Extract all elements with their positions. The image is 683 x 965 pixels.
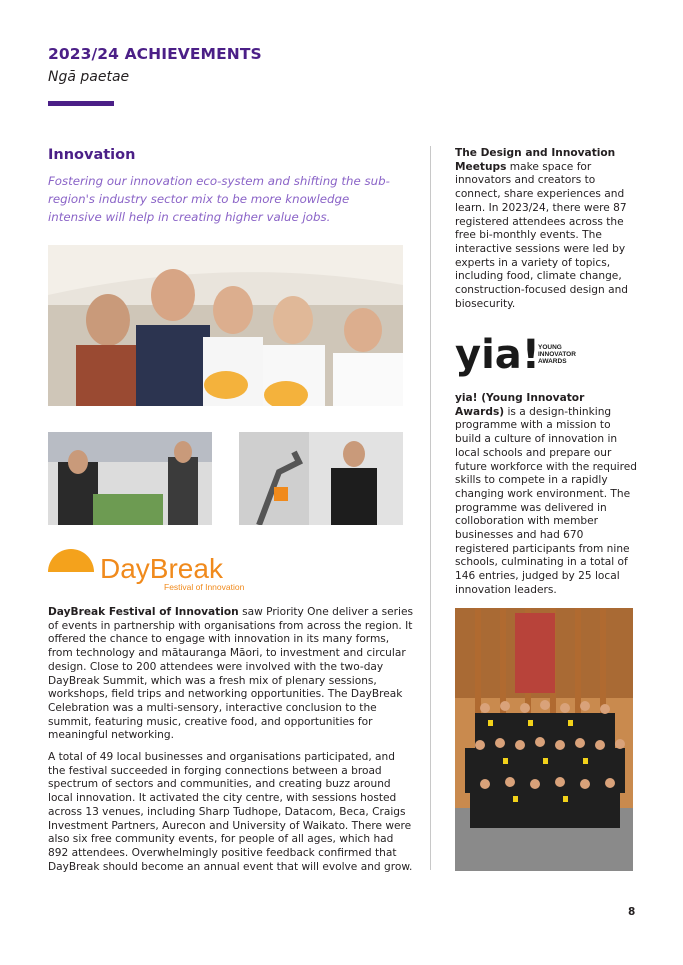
yia-paragraph: [455, 392, 637, 598]
yia-logo-line2: INNOVATOR: [538, 351, 576, 358]
innovation-title: Innovation: [48, 147, 136, 163]
meetups-text: make space for innovators and creators to connect, share experiences and learn. In 2023/24, there were 87 registered attendees across the free bi-monthly events. The interactive sessions were led by experts in a variety of topics, including food, climate change, construction-focused design and biosecurity.: [455, 160, 629, 310]
meetups-paragraph: [455, 147, 637, 311]
meetups-lead: The Design and Innovation Meetups: [455, 147, 616, 173]
daybreak-group-photo: [48, 245, 403, 406]
daybreak-para1-text: saw Priority One deliver a series of events in partnership with organisations from across the region. It offered the chance to engage with innovation in its many forms, from technology and mātauranga Māori, to investment and circular design. Close to 200 attendees were involved with the two-day DayBreak Summit, which was a fresh mix of plenary sessions, workshops, field trips and networking opportunities. The DayBreak Celebration was a multi-sensory, interactive conclusion to the summit, featuring music, creative food, and opportunities for meaningful networking.: [48, 606, 413, 742]
daybreak-logo: [48, 545, 248, 595]
daybreak-paragraph-1: [48, 606, 413, 743]
yia-lead: yia! (Young Innovator Awards): [455, 392, 585, 418]
daybreak-lead: DayBreak Festival of Innovation: [48, 606, 239, 618]
page-heading: 2023/24 ACHIEVEMENTS: [48, 45, 262, 63]
column-divider: [430, 146, 431, 870]
yia-logo-line3: AWARDS: [538, 358, 567, 365]
page-number: 8: [628, 906, 636, 918]
yia-logo-mark: yia!: [455, 332, 541, 378]
yia-logo-line1: YOUNG: [538, 344, 562, 351]
yia-group-photo: [455, 608, 633, 871]
yia-logo: [455, 330, 595, 378]
robot-arm-photo: [239, 432, 403, 525]
page-subheading: Ngā paetae: [48, 69, 130, 85]
workshop-photo: [48, 432, 212, 525]
daybreak-paragraph-2: A total of 49 local businesses and organisations participated, and the festival succeeded in forging connections between a broad spectrum of sectors and communities, and creating buzz around local innovation. It activated the city centre, with sessions hosted across 13 venues, including Sharp Tudhope, Datacom, Beca, Craigs Investment Partners, Aurecon and University of Waikato. There were also six free community events, for people of all ages, which had 892 attendees. Overwhelmingly positive feedback confirmed that DayBreak should become an annual event that will evolve and grow.: [48, 751, 413, 873]
daybreak-logo-name: DayBreak: [100, 553, 223, 584]
heading-rule: [48, 101, 114, 106]
innovation-intro: Fostering our innovation eco-system and shifting the sub-region's industry sector mix to be more knowledge intensive will help in creating higher value jobs.: [48, 174, 390, 224]
daybreak-logo-tagline: Festival of Innovation: [164, 582, 245, 592]
yia-text: is a design-thinking programme with a mission to build a culture of innovation in local schools and prepare our future workforce with the required skills to compete in a rapidly changing work environment. The programme was delivered in colloboration with member businesses and had 670 registered participants from nine schools, culminating in a total of 146 entries, judged by 25 local innovation leaders.: [455, 405, 637, 596]
